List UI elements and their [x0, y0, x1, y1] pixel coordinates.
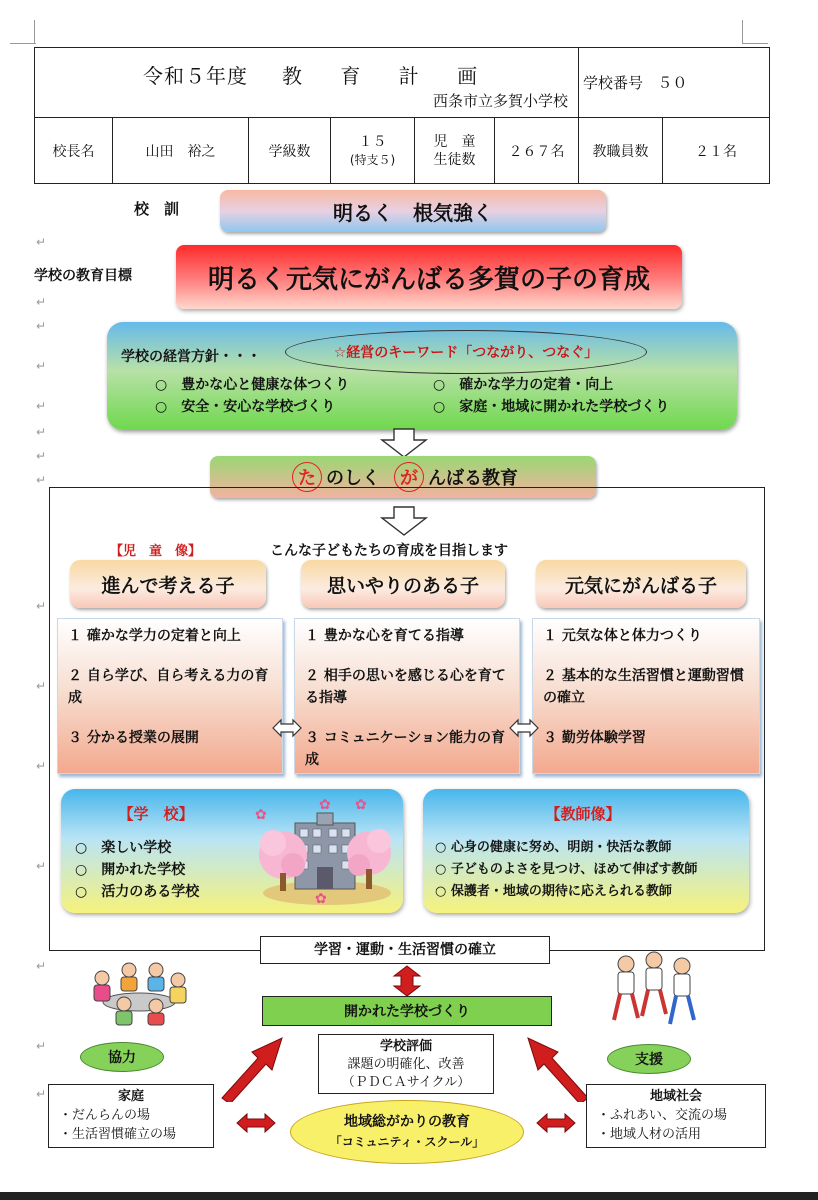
staff-label: 教職員数 — [579, 118, 663, 184]
home-title: 家庭 — [117, 1089, 144, 1104]
column-1-item-2: ２ 自ら学び、自ら考える力の育成 — [68, 668, 269, 706]
slogan-circle-ta: た — [292, 462, 322, 492]
slogan-circle-ga: が — [394, 462, 424, 492]
community-item: ・地域人材の活用 — [597, 1127, 702, 1142]
column-title-1: 進んで考える子 — [70, 560, 266, 608]
corner-mark-right — [742, 20, 744, 44]
home-box — [48, 1084, 214, 1148]
column-3-item-3: ３ 勤労体験学習 — [543, 730, 646, 746]
home-item: ・生活習慣確立の場 — [59, 1127, 177, 1142]
cooperation-oval: 協力 — [80, 1042, 164, 1072]
child-image-lead: こんな子どもたちの育成を目指します — [270, 543, 508, 559]
community-education-title: 地域総がかりの教育 — [344, 1114, 470, 1130]
principal-name: 山田 裕之 — [113, 118, 249, 184]
community-box — [586, 1084, 766, 1148]
double-horizontal-arrow-icon — [536, 1112, 576, 1134]
page-bottom-bar — [0, 1192, 818, 1200]
column-3-item-2: ２ 基本的な生活習慣と運動習慣の確立 — [543, 668, 744, 706]
motto-label: 校 訓 — [134, 200, 180, 218]
paragraph-mark: ↵ — [36, 1039, 47, 1053]
paragraph-mark: ↵ — [36, 959, 47, 973]
paragraph-mark: ↵ — [36, 399, 47, 413]
habits-box: 学習・運動・生活習慣の確立 — [260, 936, 550, 964]
principal-label: 校長名 — [35, 118, 113, 184]
policy-item-3: ○ 安全・安心な学校づくり — [155, 399, 336, 415]
column-1 — [57, 618, 283, 774]
paragraph-mark: ↵ — [36, 1087, 47, 1101]
down-arrow-icon — [380, 506, 428, 536]
children-discussion-illustration — [84, 956, 194, 1026]
page-title — [143, 60, 493, 89]
paragraph-mark: ↵ — [36, 449, 47, 463]
corner-mark-left — [34, 20, 36, 44]
policy-label: 学校の経営方針・・・ — [121, 349, 261, 365]
school-tile-item: ○ 活力のある学校 — [75, 884, 200, 900]
column-title-2: 思いやりのある子 — [301, 560, 505, 608]
school-tile-item: ○ 楽しい学校 — [75, 840, 172, 856]
header-table — [34, 47, 770, 184]
slogan-part-2: んばる教育 — [428, 468, 518, 489]
community-education-oval — [290, 1100, 524, 1164]
policy-item-2: ○ 確かな学力の定着・向上 — [433, 377, 614, 393]
paragraph-mark: ↵ — [36, 759, 47, 773]
students-label-cell — [415, 118, 495, 184]
arrow-up-right-icon — [212, 1032, 288, 1102]
paragraph-mark: ↵ — [36, 599, 47, 613]
double-horizontal-arrow-icon — [236, 1112, 276, 1134]
classes-label: 学級数 — [249, 118, 331, 184]
down-arrow-icon — [380, 428, 428, 458]
staff-value: ２１名 — [663, 118, 770, 184]
school-tile-title: 【学 校】 — [118, 805, 194, 823]
goal-label: 学校の教育目標 — [34, 268, 132, 284]
school-tile — [61, 789, 403, 913]
classes-value-cell — [331, 118, 415, 184]
paragraph-mark: ↵ — [36, 359, 47, 373]
community-title: 地域社会 — [649, 1089, 702, 1104]
students-value: ２６７名 — [495, 118, 579, 184]
school-building-illustration — [255, 795, 395, 907]
svg-text:✿: ✿ — [355, 797, 367, 813]
school-tile-list — [75, 837, 199, 903]
svg-text:✿: ✿ — [315, 891, 327, 907]
policy-item-4: ○ 家庭・地域に開かれた学校づくり — [433, 399, 670, 415]
paragraph-mark: ↵ — [36, 319, 47, 333]
motto-banner: 明るく 根気強く — [220, 190, 606, 232]
home-item: ・だんらんの場 — [59, 1108, 151, 1123]
paragraph-mark: ↵ — [36, 425, 47, 439]
paragraph-mark: ↵ — [36, 679, 47, 693]
teacher-tile-title: 【教師像】 — [545, 805, 621, 823]
evaluation-line-1: 課題の明確化、改善 — [347, 1057, 465, 1072]
slogan-part-1: のしく — [326, 468, 380, 489]
policy-keyword: ☆経営のキーワード「つながり、つなぐ」 — [285, 330, 647, 374]
paragraph-mark: ↵ — [36, 235, 47, 249]
svg-text:✿: ✿ — [319, 797, 331, 813]
teacher-tile-item: ○ 子どものよさを見つけ、ほめて伸ばす教師 — [435, 862, 698, 877]
school-number-label: 学校番号 — [583, 74, 644, 92]
column-2-item-1: １ 豊かな心を育てる指導 — [305, 628, 464, 644]
policy-item-1: ○ 豊かな心と健康な体つくり — [155, 377, 350, 393]
column-title-3: 元気にがんばる子 — [536, 560, 746, 608]
corner-mark-left-h — [10, 43, 36, 44]
school-number-value: ５０ — [657, 74, 688, 92]
corner-mark-right-h — [742, 43, 768, 44]
community-item: ・ふれあい、交流の場 — [597, 1108, 728, 1123]
children-running-illustration — [606, 950, 702, 1036]
column-3 — [532, 618, 760, 774]
goal-banner: 明るく元気にがんばる多賀の子の育成 — [176, 245, 682, 309]
paragraph-mark: ↵ — [36, 473, 47, 487]
column-1-item-3: ３ 分かる授業の展開 — [68, 730, 199, 746]
plan-title: 教 育 計 画 — [282, 64, 494, 88]
school-name: 西条市立多賀小学校 — [432, 92, 568, 110]
paragraph-mark: ↵ — [36, 859, 47, 873]
classes-value: １５ — [358, 133, 387, 150]
double-arrow-icon — [272, 718, 302, 738]
column-2-item-2: ２ 相手の思いを感じる心を育てる指導 — [305, 668, 506, 706]
evaluation-line-2: （ＰＤＣＡサイクル） — [341, 1075, 471, 1090]
students-label-2: 生徒数 — [433, 151, 476, 168]
double-vertical-arrow-icon — [392, 965, 422, 997]
title-cell — [35, 48, 579, 118]
classes-note: (特支５) — [349, 152, 396, 167]
students-label-1: 児 童 — [433, 133, 476, 150]
evaluation-title: 学校評価 — [379, 1039, 432, 1054]
teacher-tile-item: ○ 心身の健康に努め、明朗・快活な教師 — [435, 840, 672, 855]
paragraph-mark: ↵ — [36, 295, 47, 309]
support-oval: 支援 — [607, 1044, 691, 1074]
open-school-bar: 開かれた学校づくり — [262, 996, 552, 1026]
child-image-label: 【児 童 像】 — [110, 544, 202, 559]
double-arrow-icon — [509, 718, 539, 738]
teacher-tile-list — [435, 837, 697, 903]
svg-text:✿: ✿ — [255, 807, 267, 823]
year-title: 令和５年度 — [143, 64, 248, 88]
column-3-item-1: １ 元気な体と体力つくり — [543, 628, 702, 644]
school-number-cell — [579, 48, 770, 118]
column-2 — [294, 618, 520, 774]
column-1-item-1: １ 確かな学力の定着と向上 — [68, 628, 241, 644]
teacher-tile-item: ○ 保護者・地域の期待に応えられる教師 — [435, 884, 672, 899]
school-tile-item: ○ 開かれた学校 — [75, 862, 186, 878]
teacher-tile — [423, 789, 749, 913]
column-2-item-3: ３ コミュニケーション能力の育成 — [305, 730, 506, 768]
evaluation-box — [318, 1034, 494, 1094]
community-school-label: 「コミュニティ・スクール」 — [329, 1135, 485, 1149]
